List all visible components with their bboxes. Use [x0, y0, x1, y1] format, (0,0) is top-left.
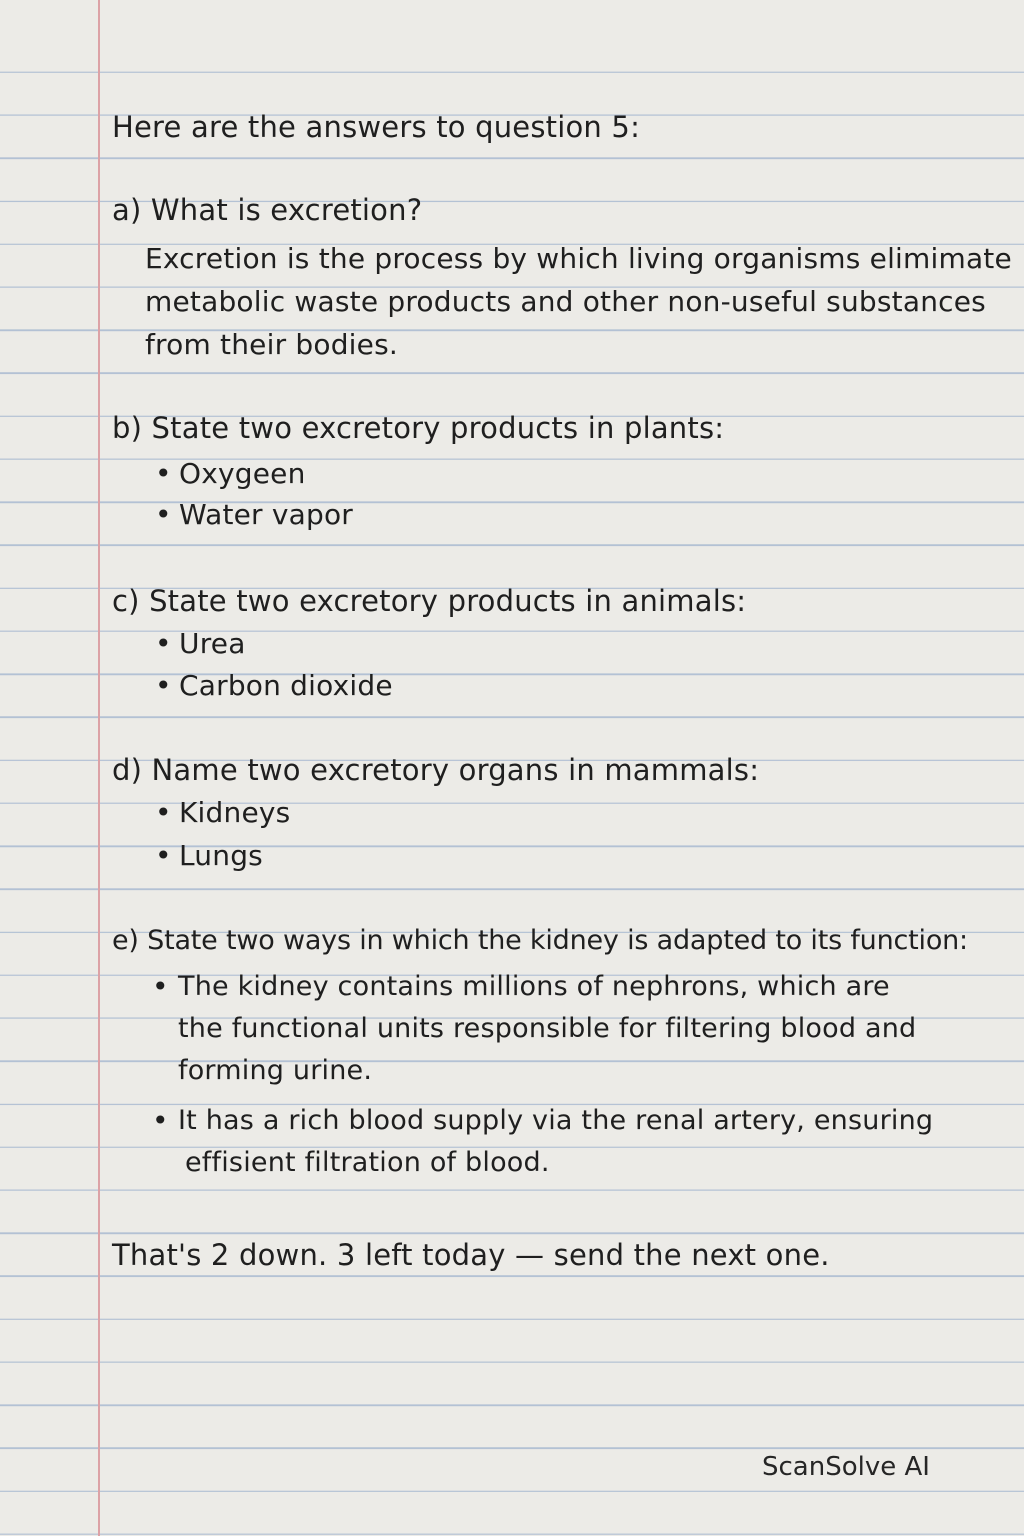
list-item-text: Kidneys: [179, 796, 291, 829]
signature: ScanSolve AI: [762, 1452, 930, 1482]
bullet-icon: •: [155, 669, 172, 702]
intro-line: Here are the answers to question 5:: [112, 110, 641, 144]
footer-note: That's 2 down. 3 left today — send the next one.: [112, 1238, 830, 1272]
margin-line: [98, 0, 100, 1536]
bullet-icon: •: [155, 498, 172, 531]
list-item-text: Oxygeen: [179, 457, 306, 490]
list-item-text: Urea: [179, 627, 246, 660]
answer-e-line: The kidney contains millions of nephrons, which are: [178, 971, 890, 1002]
list-item: [155, 669, 393, 703]
list-item: [155, 498, 353, 532]
bullet-icon: •: [155, 796, 172, 829]
answer-e-line: forming urine.: [178, 1055, 373, 1086]
list-item: [155, 627, 246, 661]
bullet-icon: •: [155, 839, 172, 872]
bullet-icon: •: [155, 457, 172, 490]
answer-a-line: from their bodies.: [145, 328, 398, 361]
question-b-heading: b) State two excretory products in plants:: [112, 411, 725, 445]
list-item-text: Carbon dioxide: [179, 669, 393, 702]
list-item: [155, 457, 306, 491]
list-item: [155, 796, 290, 830]
answer-a-line: metabolic waste products and other non-useful substances: [145, 285, 986, 318]
question-a-heading: a) What is excretion?: [112, 193, 423, 227]
list-item-text: Water vapor: [179, 498, 354, 531]
answer-a-line: Excretion is the process by which living organisms elimimate: [145, 242, 1012, 275]
bullet-icon: •: [155, 627, 172, 660]
answer-e-line: the functional units responsible for filtering blood and: [178, 1013, 917, 1044]
bullet-icon: •: [152, 970, 169, 1003]
question-e-heading: e) State two ways in which the kidney is adapted to its function:: [112, 925, 968, 956]
list-item: [155, 839, 263, 873]
bullet-icon: •: [152, 1104, 169, 1137]
answer-e-line: effisient filtration of blood.: [185, 1147, 550, 1178]
question-d-heading: d) Name two excretory organs in mammals:: [112, 753, 760, 787]
answer-e-line: It has a rich blood supply via the renal artery, ensuring: [178, 1105, 934, 1136]
question-c-heading: c) State two excretory products in animals:: [112, 584, 747, 618]
list-item-text: Lungs: [179, 839, 263, 872]
